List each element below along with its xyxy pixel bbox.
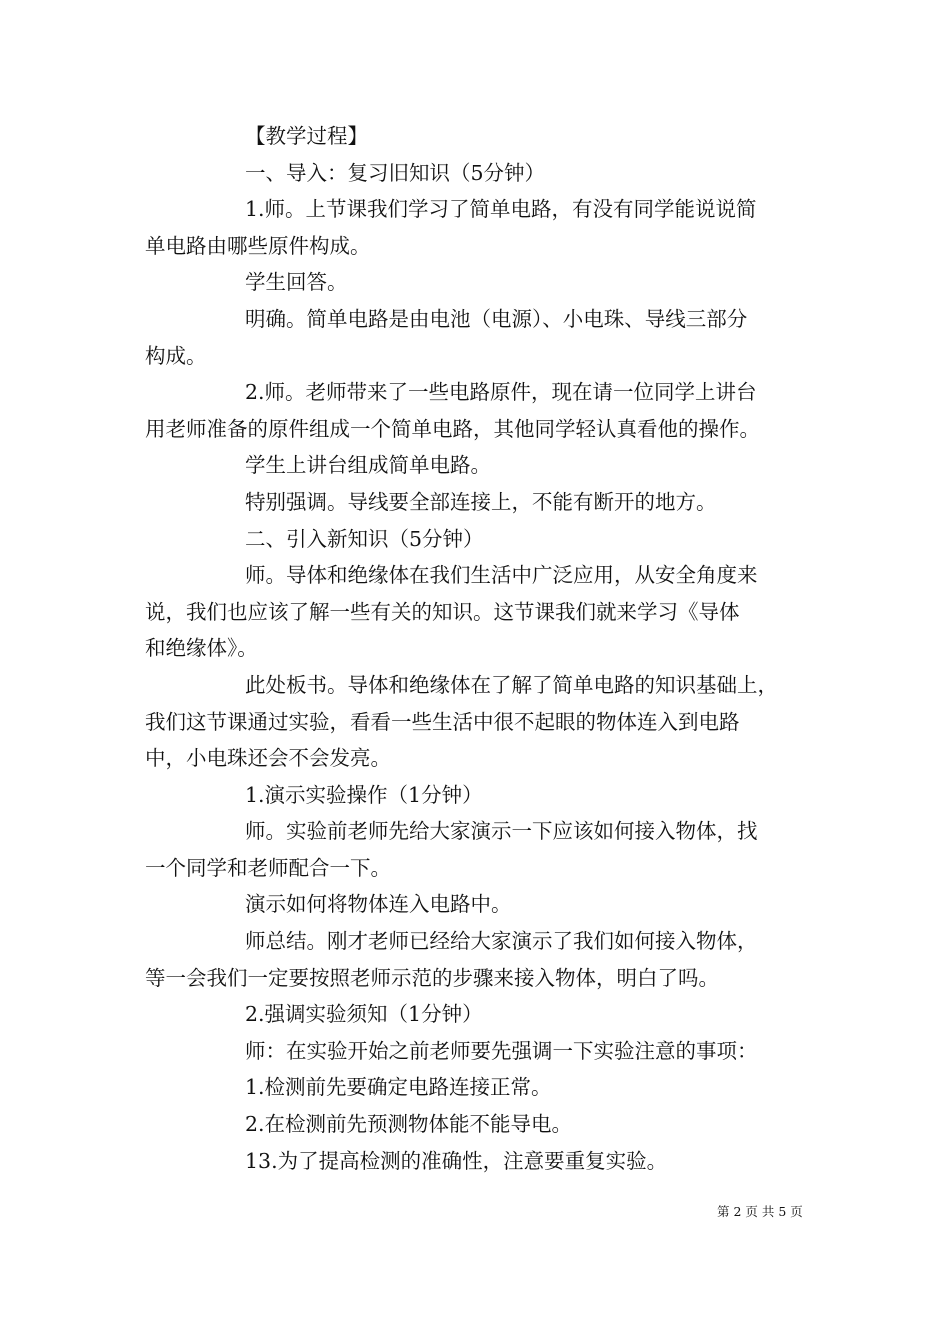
text-line: 【教学过程】: [245, 124, 368, 148]
text-line: 二、引入新知识（5分钟）: [245, 526, 484, 551]
text-line: 学生上讲台组成简单电路。: [245, 453, 491, 478]
page-number: 第 2 页 共 5 页: [717, 1204, 803, 1219]
text-line: 2.在检测前先预测物体能不能导电。: [245, 1112, 573, 1137]
text-line: 师。导体和绝缘体在我们生活中广泛应用，从安全角度来: [245, 563, 758, 588]
text-line: 2.强调实验须知（1分钟）: [245, 1002, 483, 1027]
text-line: 我们这节课通过实验，看看一些生活中很不起眼的物体连入到电路: [145, 709, 740, 734]
text-line: 等一会我们一定要按照老师示范的步骤来接入物体，明白了吗。: [145, 965, 719, 990]
text-line: 1.师。上节课我们学习了简单电路，有没有同学能说说简: [245, 197, 757, 222]
text-line: 和绝缘体》。: [145, 636, 258, 661]
text-line: 构成。: [145, 343, 207, 368]
text-line: 说，我们也应该了解一些有关的知识。这节课我们就来学习《导体: [145, 599, 740, 624]
text-line: 1.演示实验操作（1分钟）: [245, 782, 483, 807]
text-line: 此处板书。导体和绝缘体在了解了简单电路的知识基础上，: [245, 672, 778, 697]
text-line: 中，小电珠还会不会发亮。: [145, 746, 391, 771]
text-line: 2.师。老师带来了一些电路原件，现在请一位同学上讲台: [245, 380, 757, 405]
text-line: 13.为了提高检测的准确性，注意要重复实验。: [245, 1148, 668, 1173]
text-line: 演示如何将物体连入电路中。: [245, 892, 512, 917]
document-body: [145, 118, 810, 1179]
text-line: 师。实验前老师先给大家演示一下应该如何接入物体，找: [245, 819, 758, 844]
text-line: 师总结。刚才老师已经给大家演示了我们如何接入物体，: [245, 929, 758, 954]
text-line: 一个同学和老师配合一下。: [145, 855, 391, 880]
text-line: 明确。简单电路是由电池（电源）、小电珠、导线三部分: [245, 306, 748, 331]
text-line: 1.检测前先要确定电路连接正常。: [245, 1075, 552, 1100]
text-line: 单电路由哪些原件构成。: [145, 233, 371, 258]
text-line: 用老师准备的原件组成一个简单电路，其他同学轻认真看他的操作。: [145, 416, 760, 441]
text-line: 一、导入：复习旧知识（5分钟）: [245, 160, 546, 185]
text-line: 特别强调。导线要全部连接上，不能有断开的地方。: [245, 489, 717, 514]
text-line: 学生回答。: [245, 270, 348, 295]
text-line: 师：在实验开始之前老师要先强调一下实验注意的事项：: [245, 1038, 758, 1063]
